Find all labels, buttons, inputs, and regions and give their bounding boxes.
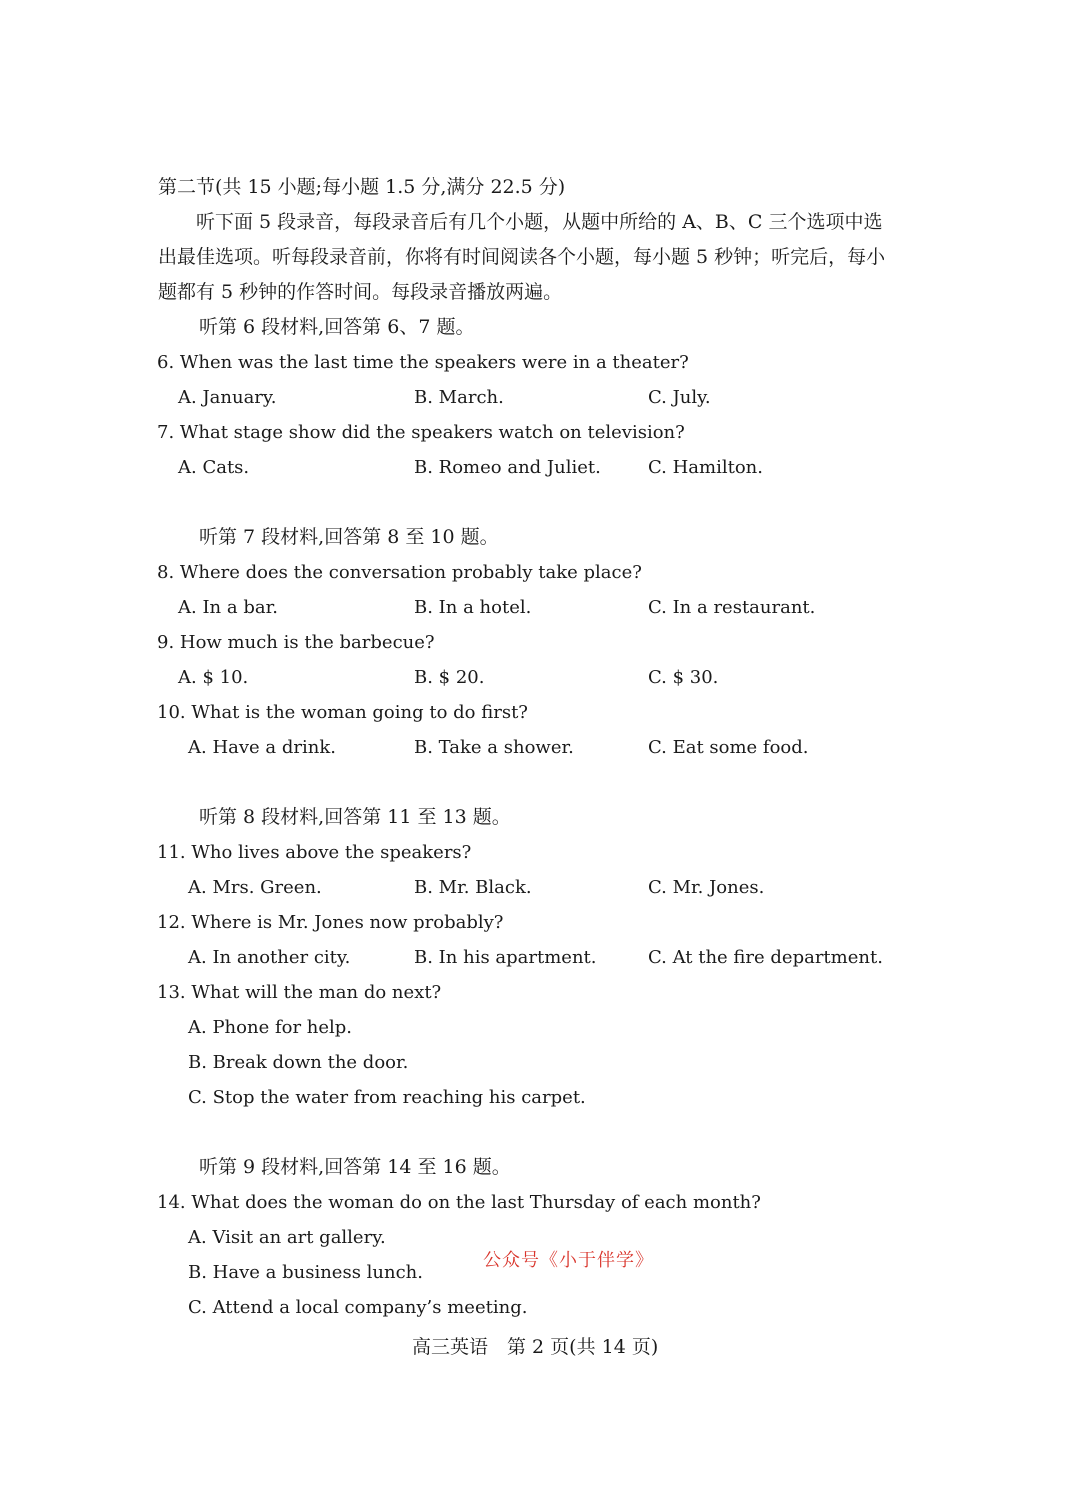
page-footer: 高三英语 第 2 页(共 14 页) [412, 1336, 659, 1358]
option-c: C. Hamilton. [648, 457, 763, 478]
option-b: B. Mr. Black. [414, 877, 532, 898]
option-b: B. March. [414, 387, 504, 408]
group-prompt: 听第 8 段材料,回答第 11 至 13 题。 [199, 806, 511, 828]
option-c: C. $ 30. [648, 667, 719, 688]
watermark-text: 公众号《小于伴学》 [483, 1250, 654, 1271]
option-c: C. July. [648, 387, 711, 408]
option-b: B. In his apartment. [414, 947, 597, 968]
option-c: C. At the fire department. [648, 947, 883, 968]
question-stem: 10. What is the woman going to do first? [157, 702, 528, 723]
option-a: A. Cats. [178, 457, 250, 478]
group-prompt: 听第 9 段材料,回答第 14 至 16 题。 [199, 1156, 511, 1178]
question-stem: 9. How much is the barbecue? [157, 632, 435, 653]
option-a: A. Phone for help. [188, 1017, 353, 1038]
question-stem: 14. What does the woman do on the last Thursday of each month? [157, 1192, 761, 1213]
option-a: A. In a bar. [178, 597, 278, 618]
option-c: C. Mr. Jones. [648, 877, 765, 898]
question-stem: 6. When was the last time the speakers were in a theater? [157, 352, 689, 373]
instruction-line: 听下面 5 段录音，每段录音后有几个小题，从题中所给的 A、B、C 三个选项中选 [196, 211, 883, 233]
option-a: A. Visit an art gallery. [188, 1227, 386, 1248]
option-b: B. $ 20. [414, 667, 485, 688]
question-stem: 13. What will the man do next? [157, 982, 442, 1003]
option-a: A. $ 10. [178, 667, 249, 688]
group-prompt: 听第 7 段材料,回答第 8 至 10 题。 [199, 526, 499, 548]
option-c: C. Stop the water from reaching his carpet. [188, 1087, 586, 1108]
section-header: 第二节(共 15 小题;每小题 1.5 分,满分 22.5 分) [158, 176, 566, 198]
question-stem: 8. Where does the conversation probably take place? [157, 562, 642, 583]
option-c: C. Eat some food. [648, 737, 809, 758]
option-a: A. Mrs. Green. [188, 877, 322, 898]
question-stem: 7. What stage show did the speakers watch on television? [157, 422, 685, 443]
option-b: B. Have a business lunch. [188, 1262, 423, 1283]
question-stem: 11. Who lives above the speakers? [157, 842, 472, 863]
instruction-line: 题都有 5 秒钟的作答时间。每段录音播放两遍。 [158, 281, 563, 303]
option-c: C. In a restaurant. [648, 597, 816, 618]
option-a: A. Have a drink. [188, 737, 336, 758]
option-b: B. Break down the door. [188, 1052, 409, 1073]
option-b: B. In a hotel. [414, 597, 532, 618]
instruction-line: 出最佳选项。听每段录音前，你将有时间阅读各个小题，每小题 5 秒钟；听完后，每小 [158, 246, 886, 268]
option-a: A. January. [178, 387, 277, 408]
option-b: B. Romeo and Juliet. [414, 457, 601, 478]
option-c: C. Attend a local company’s meeting. [188, 1297, 528, 1318]
question-stem: 12. Where is Mr. Jones now probably? [157, 912, 504, 933]
option-b: B. Take a shower. [414, 737, 574, 758]
option-a: A. In another city. [188, 947, 351, 968]
group-prompt: 听第 6 段材料,回答第 6、7 题。 [199, 316, 475, 338]
